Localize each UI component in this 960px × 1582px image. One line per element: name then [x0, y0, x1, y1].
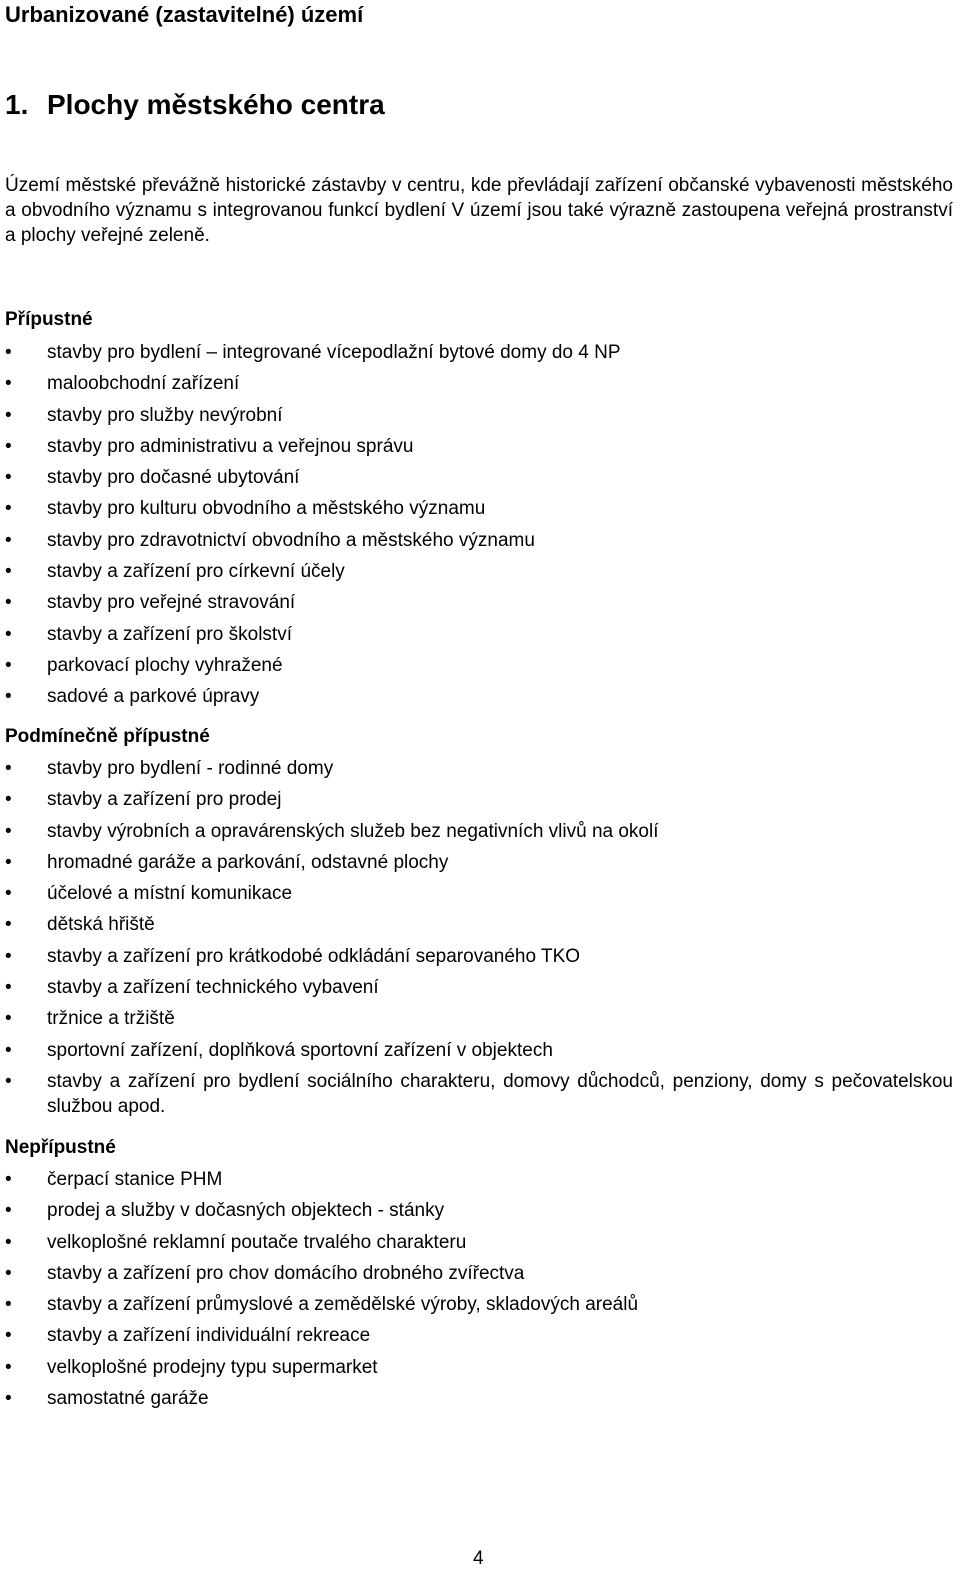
list-item: [5, 465, 953, 490]
bullet-icon: •: [5, 1294, 12, 1316]
list-item: [5, 1386, 953, 1411]
list-item-text: stavby a zařízení průmyslové a zemědělské výroby, skladových areálů: [47, 1294, 639, 1316]
list-item-text: parkovací plochy vyhražené: [47, 654, 283, 676]
list-item-text: prodej a služby v dočasných objektech - stánky: [47, 1200, 445, 1222]
list-item-text: maloobchodní zařízení: [47, 373, 240, 395]
list-nepripustne: [5, 1167, 953, 1417]
bullet-icon: •: [5, 529, 12, 551]
group-heading-nepripustne: Nepřípustné: [5, 1137, 116, 1158]
section-title: Plochy městského centra: [47, 89, 385, 120]
list-item: [5, 684, 953, 709]
list-item-text: stavby pro zdravotnictví obvodního a městského významu: [47, 529, 535, 551]
list-item-text: stavby výrobních a opravárenských služeb bez negativních vlivů na okolí: [47, 820, 659, 842]
bullet-icon: •: [5, 1008, 12, 1030]
bullet-icon: •: [5, 1169, 12, 1190]
bullet-icon: •: [5, 498, 12, 520]
bullet-icon: •: [5, 435, 12, 457]
list-item: [5, 756, 953, 781]
list-item: [5, 1069, 953, 1119]
list-item: [5, 881, 953, 906]
list-item-text: stavby pro bydlení - rodinné domy: [47, 758, 334, 779]
list-item: [5, 975, 953, 1000]
bullet-icon: •: [5, 467, 12, 489]
list-item: [5, 944, 953, 969]
section-number: 1.: [5, 89, 29, 120]
list-item: [5, 1198, 953, 1223]
list-item: [5, 819, 953, 844]
list-item-text: stavby a zařízení pro chov domácího drobného zvířectva: [47, 1262, 525, 1284]
list-item: [5, 653, 953, 678]
list-item-text: stavby a zařízení pro školství: [47, 623, 292, 645]
list-podminecne-pripustne: [5, 756, 953, 1125]
list-item: [5, 434, 953, 459]
list-item-text: stavby pro veřejné stravování: [47, 592, 296, 614]
list-item-text: sportovní zařízení, doplňková sportovní zařízení v objektech: [47, 1039, 553, 1061]
list-item: [5, 371, 953, 396]
list-item: [5, 1038, 953, 1063]
list-item-text: samostatné garáže: [47, 1388, 209, 1410]
bullet-icon: •: [5, 1070, 12, 1092]
list-item: [5, 590, 953, 615]
bullet-icon: •: [5, 561, 12, 583]
bullet-icon: •: [5, 851, 12, 873]
list-item-text: stavby pro dočasné ubytování: [47, 467, 300, 489]
list-item-text: velkoplošné reklamní poutače trvalého charakteru: [47, 1231, 467, 1253]
list-item: [5, 1230, 953, 1255]
bullet-icon: •: [5, 373, 12, 395]
list-item: [5, 403, 953, 428]
bullet-icon: •: [5, 404, 12, 426]
list-item: [5, 1006, 953, 1031]
list-item-text: velkoplošné prodejny typu supermarket: [47, 1356, 378, 1378]
list-item-text: stavby a zařízení pro církevní účely: [47, 561, 345, 583]
group-heading-pripustne: Přípustné: [5, 309, 93, 330]
document-title: Urbanizované (zastavitelné) území: [5, 2, 364, 27]
list-item: [5, 1323, 953, 1348]
intro-paragraph: Území městské převážně historické zástavby v centru, kde převládají zařízení občanské vybavenosti městského a obvodního významu s integrovanou funkcí bydlení V území jsou také výrazně zastoupena veřejná prostranství a plochy veřejné zeleně.: [5, 175, 953, 246]
list-item-text: stavby a zařízení pro bydlení sociálního charakteru, domovy důchodců, penziony, domy s pečovatelskou službou apod.: [47, 1070, 953, 1117]
bullet-icon: •: [5, 1231, 12, 1253]
bullet-icon: •: [5, 945, 12, 967]
list-item-text: dětská hřiště: [47, 914, 155, 936]
list-item: [5, 1167, 953, 1192]
bullet-icon: •: [5, 1388, 12, 1410]
list-item: [5, 559, 953, 584]
bullet-icon: •: [5, 623, 12, 645]
list-pripustne: [5, 340, 953, 716]
list-item-text: stavby pro kulturu obvodního a městského významu: [47, 498, 486, 520]
list-item-text: tržnice a tržiště: [47, 1008, 175, 1030]
bullet-icon: •: [5, 820, 12, 842]
list-item-text: stavby a zařízení pro prodej: [47, 789, 282, 811]
list-item: [5, 1355, 953, 1380]
bullet-icon: •: [5, 592, 12, 614]
bullet-icon: •: [5, 654, 12, 676]
list-item-text: hromadné garáže a parkování, odstavné plochy: [47, 851, 449, 873]
bullet-icon: •: [5, 1200, 12, 1222]
list-item: [5, 528, 953, 553]
list-item-text: čerpací stanice PHM: [47, 1169, 223, 1190]
list-item-text: účelové a místní komunikace: [47, 883, 293, 905]
page-number: 4: [473, 1548, 484, 1569]
list-item: [5, 496, 953, 521]
list-item: [5, 1292, 953, 1317]
list-item-text: stavby a zařízení individuální rekreace: [47, 1325, 371, 1347]
list-item: [5, 340, 953, 365]
bullet-icon: •: [5, 342, 12, 363]
bullet-icon: •: [5, 686, 12, 708]
list-item-text: stavby pro služby nevýrobní: [47, 404, 283, 426]
list-item-text: stavby pro administrativu a veřejnou správu: [47, 435, 414, 457]
group-heading-podminecne-pripustne: Podmínečně přípustné: [5, 726, 210, 747]
bullet-icon: •: [5, 789, 12, 811]
list-item: [5, 850, 953, 875]
bullet-icon: •: [5, 1039, 12, 1061]
list-item-text: stavby a zařízení pro krátkodobé odkládání separovaného TKO: [47, 945, 581, 967]
bullet-icon: •: [5, 914, 12, 936]
bullet-icon: •: [5, 883, 12, 905]
list-item: [5, 622, 953, 647]
bullet-icon: •: [5, 977, 12, 999]
bullet-icon: •: [5, 1262, 12, 1284]
bullet-icon: •: [5, 758, 12, 779]
list-item-text: stavby pro bydlení – integrované vícepodlažní bytové domy do 4 NP: [47, 342, 621, 363]
section-heading: [5, 88, 385, 122]
list-item: [5, 912, 953, 937]
bullet-icon: •: [5, 1325, 12, 1347]
list-item: [5, 1261, 953, 1286]
bullet-icon: •: [5, 1356, 12, 1378]
list-item: [5, 787, 953, 812]
list-item-text: stavby a zařízení technického vybavení: [47, 977, 379, 999]
list-item-text: sadové a parkové úpravy: [47, 686, 260, 708]
